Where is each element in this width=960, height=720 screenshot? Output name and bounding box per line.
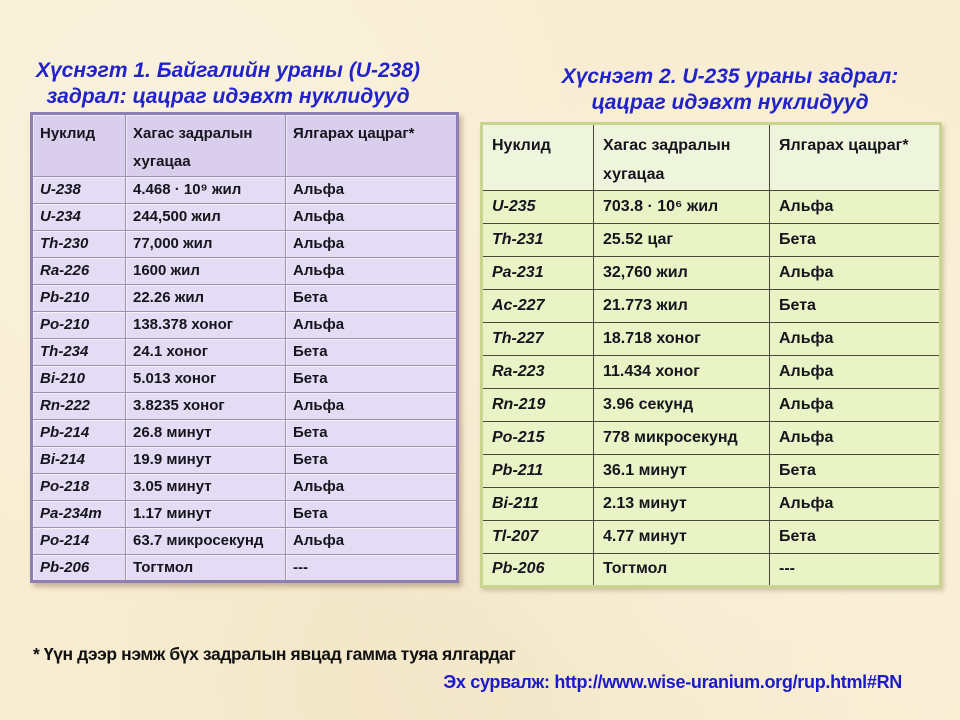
half-life-cell: Тогтмол [594, 553, 770, 586]
half-life-cell: 26.8 минут [126, 419, 286, 446]
nuclide-cell: Ra-226 [32, 257, 126, 284]
half-life-cell: 1600 жил [126, 257, 286, 284]
nuclide-cell: Pa-231 [482, 256, 594, 289]
half-life-cell: 24.1 хоног [126, 338, 286, 365]
half-life-cell: 3.8235 хоног [126, 392, 286, 419]
radiation-cell: --- [286, 554, 458, 581]
table-row [32, 473, 458, 500]
gamma-footnote: * Үүн дээр нэмж бүх задралын явцад гамма туяа ялгардаг [33, 644, 516, 664]
table-row [482, 454, 941, 487]
nuclide-cell: Po-215 [482, 421, 594, 454]
table-row [32, 176, 458, 203]
radiation-cell: Бета [286, 446, 458, 473]
table-row [482, 421, 941, 454]
nuclide-cell: U-235 [482, 190, 594, 223]
half-life-cell: 138.378 хоног [126, 311, 286, 338]
table-row [32, 527, 458, 554]
radiation-cell: Альфа [770, 421, 941, 454]
half-life-cell: 4.77 минут [594, 520, 770, 553]
u238-table-body [32, 176, 458, 581]
radiation-cell: Альфа [286, 527, 458, 554]
half-life-cell: 11.434 хоног [594, 355, 770, 388]
nuclide-cell: Pb-206 [32, 554, 126, 581]
radiation-cell: Бета [286, 419, 458, 446]
table-row [482, 256, 941, 289]
half-life-cell: 32,760 жил [594, 256, 770, 289]
half-life-cell: 3.05 минут [126, 473, 286, 500]
table-row [482, 388, 941, 421]
radiation-cell: Бета [286, 338, 458, 365]
half-life-cell: 21.773 жил [594, 289, 770, 322]
radiation-cell: Бета [770, 289, 941, 322]
table-row [482, 289, 941, 322]
radiation-cell: Альфа [770, 355, 941, 388]
radiation-cell: Бета [286, 284, 458, 311]
radiation-cell: --- [770, 553, 941, 586]
nuclide-cell: U-234 [32, 203, 126, 230]
nuclide-cell: Pb-206 [482, 553, 594, 586]
table-row [32, 230, 458, 257]
radiation-cell: Бета [286, 365, 458, 392]
nuclide-cell: Bi-210 [32, 365, 126, 392]
table1-title-line1: Хүснэгт 1. Байгалийн ураны (U-238) [36, 59, 420, 82]
radiation-cell: Альфа [770, 487, 941, 520]
half-life-cell: 25.52 цаг [594, 223, 770, 256]
nuclide-cell: Bi-214 [32, 446, 126, 473]
table-row [32, 419, 458, 446]
table-row [32, 203, 458, 230]
half-life-cell: 2.13 минут [594, 487, 770, 520]
table-row [32, 338, 458, 365]
table1-title-line2: задрал: цацраг идэвхт нуклидууд [46, 84, 410, 108]
table-row [482, 190, 941, 223]
half-life-cell: 778 микросекунд [594, 421, 770, 454]
radiation-cell: Альфа [770, 190, 941, 223]
radiation-cell: Альфа [286, 230, 458, 257]
table-row [482, 487, 941, 520]
table-row [482, 223, 941, 256]
radiation-cell: Бета [770, 454, 941, 487]
half-life-cell: 77,000 жил [126, 230, 286, 257]
col-header-half-life: Хагас задралын хугацаа [594, 124, 770, 191]
radiation-cell: Альфа [286, 176, 458, 203]
half-life-cell: 18.718 хоног [594, 322, 770, 355]
nuclide-cell: Ra-223 [482, 355, 594, 388]
half-life-cell: 3.96 секунд [594, 388, 770, 421]
u235-table-body [482, 190, 941, 586]
half-life-cell: 703.8 · 10⁶ жил [594, 190, 770, 223]
radiation-cell: Альфа [286, 203, 458, 230]
table-row [32, 392, 458, 419]
nuclide-cell: Tl-207 [482, 520, 594, 553]
nuclide-cell: Pb-210 [32, 284, 126, 311]
radiation-cell: Альфа [286, 257, 458, 284]
table-row [32, 311, 458, 338]
half-life-cell: 1.17 минут [126, 500, 286, 527]
nuclide-cell: Po-214 [32, 527, 126, 554]
nuclide-cell: Th-231 [482, 223, 594, 256]
table-row [32, 257, 458, 284]
table-row [32, 500, 458, 527]
half-life-cell: 22.26 жил [126, 284, 286, 311]
nuclide-cell: Pb-214 [32, 419, 126, 446]
table-row [32, 446, 458, 473]
radiation-cell: Альфа [286, 311, 458, 338]
nuclide-cell: Th-230 [32, 230, 126, 257]
col-header-radiation: Ялгарах цацраг* [286, 114, 458, 177]
nuclide-cell: Rn-222 [32, 392, 126, 419]
nuclide-cell: Th-227 [482, 322, 594, 355]
table-row [482, 322, 941, 355]
nuclide-cell: Pb-211 [482, 454, 594, 487]
table2-title-line2: цацраг идэвхт нуклидууд [591, 90, 869, 114]
table-row [482, 355, 941, 388]
table-row [32, 554, 458, 581]
nuclide-cell: Rn-219 [482, 388, 594, 421]
table-row [482, 520, 941, 553]
table2-title [512, 64, 948, 115]
nuclide-cell: Po-210 [32, 311, 126, 338]
table-row [482, 553, 941, 586]
half-life-cell: 36.1 минут [594, 454, 770, 487]
col-header-half-life: Хагас задралын хугацаа [126, 114, 286, 177]
source-link[interactable]: Эх сурвалж: http://www.wise-uranium.org/rup.html#RN [443, 672, 902, 692]
col-header-nuclide: Нуклид [32, 114, 126, 177]
nuclide-cell: Po-218 [32, 473, 126, 500]
u238-decay-table [30, 112, 459, 583]
col-header-nuclide: Нуклид [482, 124, 594, 191]
header-row [32, 114, 458, 177]
half-life-cell: 63.7 микросекунд [126, 527, 286, 554]
u235-table-head [482, 124, 941, 191]
nuclide-cell: Ac-227 [482, 289, 594, 322]
nuclide-cell: U-238 [32, 176, 126, 203]
half-life-cell: 244,500 жил [126, 203, 286, 230]
half-life-cell: Тогтмол [126, 554, 286, 581]
col-header-radiation: Ялгарах цацраг* [770, 124, 941, 191]
table-row [32, 365, 458, 392]
header-row [482, 124, 941, 191]
half-life-cell: 19.9 минут [126, 446, 286, 473]
radiation-cell: Альфа [770, 388, 941, 421]
table1-title [24, 58, 432, 109]
radiation-cell: Бета [770, 520, 941, 553]
nuclide-cell: Th-234 [32, 338, 126, 365]
radiation-cell: Альфа [770, 256, 941, 289]
radiation-cell: Альфа [770, 322, 941, 355]
half-life-cell: 5.013 хоног [126, 365, 286, 392]
nuclide-cell: Pa-234m [32, 500, 126, 527]
table-row [32, 284, 458, 311]
table2-title-line1: Хүснэгт 2. U-235 ураны задрал: [561, 65, 899, 88]
nuclide-cell: Bi-211 [482, 487, 594, 520]
radiation-cell: Бета [286, 500, 458, 527]
radiation-cell: Альфа [286, 392, 458, 419]
u238-table-head [32, 114, 458, 177]
radiation-cell: Альфа [286, 473, 458, 500]
u235-decay-table [480, 122, 942, 588]
half-life-cell: 4.468 · 10⁹ жил [126, 176, 286, 203]
radiation-cell: Бета [770, 223, 941, 256]
